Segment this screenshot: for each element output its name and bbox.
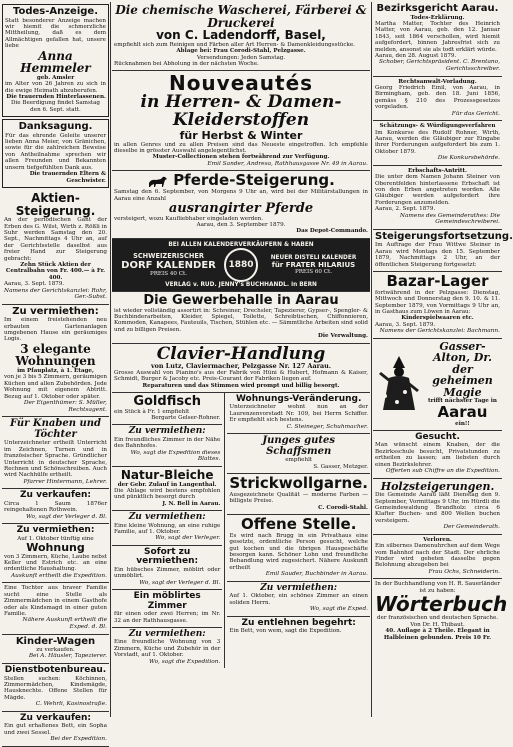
nouveautes-ad <box>112 71 370 171</box>
strick-sign: C. Corodi-Stahl. <box>318 504 368 511</box>
column-rule-1 <box>110 2 111 717</box>
schaetzung <box>373 121 502 166</box>
bazar-lager <box>373 272 502 339</box>
bazar-sign: Namens der Gerichtskanzlei: Bachmann. <box>379 328 500 335</box>
verl-sign: Frau Ochs, Schneiderin. <box>428 568 500 575</box>
wohnungs-veraenderung <box>227 393 370 434</box>
gold-title: Goldfisch <box>133 394 202 410</box>
todes-name: Anna Hemmeler <box>20 48 91 76</box>
verm1-body2: von je 3 bis 5 Zimmern, geräumigen Küchen und allen Zubehörden. Jede Wohnung mit eigenem Abtritt. Bezug auf 1. Oktober oder später. <box>4 374 107 400</box>
stelle-gesucht <box>2 583 109 634</box>
erb-date: Aarau, 2. Sept. 1879. <box>375 206 436 213</box>
entlehnen-ad <box>227 617 370 638</box>
wascherei-title: Die chemische Wascherei, Färberei & Druckerei <box>115 3 367 30</box>
strickwolle-ad <box>227 474 370 515</box>
kal-right2: für FRATER HILARIUS <box>271 260 356 269</box>
wohnv-title: Wohnungs-Veränderung. <box>235 394 362 405</box>
stelle-sign: Nähere Auskunft ertheilt die Exped. d. Bl. <box>22 617 107 630</box>
bleiche-body: Die Ablage wird bestens empfohlen und pünktlich besorgt durch <box>114 487 221 501</box>
woert-pre: In der Buchhandlung von H. R. Sauerländer ist zu haben: <box>375 581 501 594</box>
middle-lower-right <box>225 393 370 668</box>
column-left <box>2 2 109 742</box>
erb-title: Erbschafts-Antritt. <box>407 167 467 174</box>
verm2-head: Wohnung <box>26 541 85 554</box>
aktien-date: Aarau, 3. Sept. 1879. <box>4 281 65 288</box>
erb-sign: Namens des Gemeinderathes: Die Gemeindeschreiberei. <box>399 212 500 226</box>
holzsteigerungen <box>373 479 502 535</box>
aktien-item: Zehn Stück Aktien der Centralbahn von Fr. 400.— à Fr. 400. <box>5 261 106 281</box>
strick-body: Ausgezeichnete Qualität — moderne Farben — billigste Preise. <box>229 491 368 505</box>
magician-icon <box>375 352 423 416</box>
middle-lower-left <box>112 393 225 668</box>
pferde-title: Pferde-Steigerung. <box>173 171 335 190</box>
bazar-body: fortwährend in der Pelzgasse: Dienstag, Mittwoch und Donnerstag den 9. 10. & 11. September 1879, von Vormittags 9 Uhr an, in Gasthaus zum Löwen in Aarau: <box>375 289 500 315</box>
verm3-body: Ein freundliches Zimmer in der Nähe des Bahnhofes. <box>114 436 221 450</box>
kal-leftp: PREIS 40 Ct. <box>149 271 188 278</box>
schaetz-title: Schätzungs- & Würdigungsverfahren <box>379 123 496 130</box>
dienst-sign: C. Wehrli, Kasinostraße. <box>35 701 107 708</box>
aktien-body: An der periodischen Gant der Erben des G. Wilst, Wirth z. Rößli in Suhr werden Samstag den 20. Sept., Nachmittags 4 Uhr an, auf der Gerichtsstelle daselbst aus freier Hand zur Steigerung gebracht: <box>4 217 107 262</box>
dienst-body: Stellen suchen: Köchinnen, Zimmermädchen, Kindsmägde, Hausknechte. Offene Stellen für Mägde. <box>4 675 107 701</box>
todes-title: Todes-Anzeige. <box>12 6 99 17</box>
steig-body: Im Auftrage der Frau Wittwe Steiner in Aarau wird Montags den 15. September 1879, Nachmittags 2 Uhr, an der öffentlichen Steigerung fortgesetzt: <box>375 242 500 268</box>
todes-sign: Die trauernden Hinterlassenen. <box>6 93 106 100</box>
todes-anzeige <box>2 4 109 117</box>
verm1-sub: im Pfauplatz, à 1. Etage, <box>17 368 94 375</box>
horse-icon <box>147 174 169 188</box>
nouv-title: Nouveautés <box>168 71 314 96</box>
ges-sign: Offerten sub Chiffre an die Expedition. <box>385 468 500 475</box>
todes-tail: im Alter von 26 Jahren zu sich in die ewige Heimath abzuberufen. <box>5 81 106 94</box>
pferde-body: Samstag den 6. September, von Morgens 9 Uhr an, wird bei der Militärstallungen in Aarau eine Anzahl <box>114 189 368 202</box>
bez-title: Bezirksgericht Aarau. <box>376 3 499 14</box>
gasser-title: Gasser-Alton, Dr. der geheimen Magie <box>432 339 493 399</box>
pferde-sign: Das Depot-Commando. <box>296 228 368 235</box>
nouv-body: in allen Genres und zu allen Preisen sind das Neueste eingetroffen. Ich empfehle dieselbe in grösster Auswahl angelegentlichst. <box>114 141 368 155</box>
column-right <box>373 2 513 717</box>
sofort-vermiethen <box>112 546 222 590</box>
zu-vermiethen-5 <box>112 628 222 668</box>
todes-body: Statt besonderer Anzeige machen wir hiemit die schmerzliche Mittheilung, daß es dem Allmächtigen gefallen hat, unsere liebe <box>5 17 106 50</box>
zu-vermiethen-4 <box>112 511 222 546</box>
bleiche-ad <box>112 467 222 511</box>
verloren-ad <box>373 535 502 580</box>
zu-vermiethen-3 <box>112 425 222 466</box>
moeb-body: für einen oder zwei Herren; im Nr. 32 an der Rathhausgasse. <box>114 611 221 624</box>
bleiche-title: Natur-Bleiche <box>120 467 214 482</box>
gewerbe-body: ist wieder vollständig assortirt in: Schreiner, Drechsler, Tapezierer, Gypser-, Spengler- & Buchbinderarbeiten, Kleider, Spiegel, Toilette, Schreibtischen, Chiffonnieren, Kommoden, Kanapees, Fauteuils, Tischen, Stühlen etc. — Sämmtliche Arbeiten sind solid und zu billigen Preisen. <box>114 307 368 333</box>
verl-body: Ein silbernes Damenuhrchen auf dem Wege vom Bahnhof nach der Stadt. Der ehrliche Finder wird gebeten dasselbe gegen Belohnung abzugeben bei <box>375 543 500 569</box>
verk2-title: Zu verkaufen: <box>20 712 91 723</box>
bez-h2: Todes-Erklärung. <box>410 14 465 21</box>
dienstboten <box>2 664 109 712</box>
verkauf-title: Zu verkaufen: <box>20 490 91 501</box>
nouv-sub2: für Herbst & Winter <box>179 129 303 143</box>
bleiche-of: der Gebr. Zulauf in Langenthal. <box>117 481 217 488</box>
verm3-sign: Wo, sagt die Expedition dieses Blattes. <box>130 449 221 463</box>
ges-body: Man wünscht einem Knaben, der die Bezirksschule besucht, Privatstunden zu ertheilen zu lassen; am liebsten durch einen Bezirkslehrer. <box>375 442 500 468</box>
column-rule-2 <box>371 2 372 717</box>
gasser-tail: ein!! <box>455 420 470 427</box>
bez-date: Aarau, den 28. August 1879. <box>375 52 457 59</box>
gewerbe-title: Die Gewerbehalle in Aarau <box>143 292 339 308</box>
kinder-wagen <box>2 635 109 665</box>
junge-title: Junges gutes Schaffsmen <box>262 435 335 457</box>
wascherei-ablage: Ablage bei: Frau Corodi-Stahl, Pelzgasse. <box>176 48 306 55</box>
verm1-head: 3 elegante Wohnungen <box>15 341 96 369</box>
moebl-zimmer <box>112 590 222 628</box>
knaben-body: Unterzeichneter ertheilt Unterricht im Zeichnen, Turnen und in französischer Sprache. Gründlicher Unterricht in deutscher Sprache, Rechnen und Schönschreiben. Auch wird Nachhülfe ertheilt. <box>4 440 107 479</box>
woert-body: der französischen und deutschen Sprache. Von Dr. H. Thibaut. <box>376 615 499 628</box>
pferde-ad <box>112 171 370 238</box>
verm2-sub: Auf 1. Oktober tünftig eine <box>17 535 94 542</box>
vorladung <box>373 77 502 122</box>
verm1-title: Zu vermiethen: <box>12 305 99 317</box>
wascherei-ad <box>112 2 370 71</box>
aktien-steigerung <box>2 190 109 305</box>
bezirksgericht <box>373 2 502 77</box>
gesucht-ad <box>373 431 502 479</box>
bez-sign: Schober, Gerichtspräsident. C. Brentano, Gerichtsschreiber. <box>379 59 500 72</box>
ges-title: Gesucht. <box>415 432 460 443</box>
junge-body: empfiehlt <box>285 457 313 464</box>
erbschaft <box>373 166 502 230</box>
lehr-body: Auf 1. Oktober, ein schönes Zimmer an einen soliden Herrn. <box>229 593 368 606</box>
kal-left1: SCHWEIZERISCHER <box>133 252 204 261</box>
wohnv-sign: C. Steineger, Schuhmacher. <box>286 423 368 430</box>
knaben-sign: Pfarrer Hintermann, Lehrer. <box>23 478 107 485</box>
stelle-body: Eine Tochter aus braver Familie sucht eine Stelle als Zimmermädchen in einem Gasthofe oder als Kindsmagd in einer guten Familie. <box>4 585 107 617</box>
wohnv-body: Unterzeichneter wohnt nun an der Laurenzenvorstadt Nr. 109, bei Herrn Schiffer. Er empfiehlt sich bestens. <box>229 404 368 424</box>
verk2-body: Ein gut erhaltenes Bett, ein Sopha und zwei Sessel. <box>4 723 107 736</box>
todes-date: Die Beerdigung findet Samstag den 6. Sept. statt. <box>10 100 101 113</box>
verm1-body: Im einem freistehenden neu erbauten Gartenanlagen umgebenen Hause ein geräumiges Logis. <box>4 317 107 343</box>
nouv-line: Muster-Collectionen stehen fortwährend zur Verfügung. <box>152 154 330 161</box>
verl-title: Verloren. <box>423 536 452 543</box>
dienst-title: Dienstbotenbureau. <box>4 665 107 676</box>
kal-year: 1880 <box>228 259 254 270</box>
verm5-body: Eine freundliche Wohnung von 3 Zimmern, Küche und Zubehör in der Vorstadt, auf 1. Oktober. <box>114 639 221 659</box>
verm2-body: von 3 Zimmern, Küche, Laube nebst Keller und Estrich etc. an eine ordentliche Haushaltung. <box>4 553 107 573</box>
middle-lower-split <box>112 393 370 668</box>
verm3-title: Zu vermiethen: <box>128 426 206 437</box>
dank-sign: Die trauernden Eltern & Geschwister. <box>29 171 106 184</box>
column-middle <box>112 2 370 717</box>
verm4-title: Zu vermiethen: <box>128 512 206 523</box>
gewerbe-sign: Die Verwaltung. <box>318 333 368 340</box>
gold-body: ein Stück à Fr. 1 empfiehlt <box>114 408 190 415</box>
wascherei-of: von C. Ladendorff, Basel, <box>156 28 326 43</box>
zu-vermiethen-6 <box>227 582 370 617</box>
offene-title: Offene Stelle. <box>240 515 357 534</box>
verm5-sign: Wo, sagt die Expedition. <box>149 658 221 665</box>
gasser-place: Aarau <box>437 402 488 421</box>
junge-sign: S. Gasser, Metzger. <box>313 463 368 470</box>
woert-tail: 40. Auflage à 2 Theile. Elegant in Halbleinen gebunden. Preis 10 Fr. <box>383 628 492 641</box>
clavier-of: von Lutz, Claviermacher, Pelzgasse Nr. 127 Aarau. <box>150 362 332 371</box>
kal-seal <box>224 248 258 282</box>
bazar-item: Kinderspielwaaren etc. <box>401 315 474 322</box>
kal-left2: DORF KALENDER <box>121 260 216 272</box>
zu-vermiethen-1 <box>2 305 109 418</box>
schaetz-sign: Die Konkursbehörde. <box>437 155 500 162</box>
verm2-sign: Auskunft ertheilt die Expedition. <box>10 572 107 579</box>
kinder-body: zu verkaufen. <box>36 647 75 654</box>
gasser-ad <box>373 339 502 431</box>
verm4-sign: Wo, sagt der Verleger. <box>155 535 221 542</box>
holz-title: Holzsteigerungen. <box>380 479 495 493</box>
aktien-title: Aktien-Steigerung. <box>15 190 96 218</box>
gewerbehalle-ad <box>112 292 370 344</box>
junge-ad <box>227 434 370 474</box>
vorl-sign: Für das Gericht. <box>451 110 500 117</box>
nouv-sub: in Herren- & Damen-Kleiderstoffen <box>140 92 342 131</box>
bleiche-sign: J. N. Bell in Aarau. <box>162 500 221 507</box>
verk2-sign: Bei der Expedition. <box>50 735 107 742</box>
dank-body: Für das ehrende Geleite unserer lieben Anna Meier, von Gränichen, sowie für die zahlreichen Beweise von Antheilnahme sprechen wir allen Freunden und Bekannten unsern tiefgefühlten Dank aus. <box>5 132 106 171</box>
offene-body: Es wird nach Brugg in ein Privathaus eine gesetzte, ordentliche Person gesucht, welche gut kochen und die übrigen Hausgeschäfte besorgen kann. Schöner Lohn und freundliche Behandlung wird zugesichert. Nähere Auskunft ertheilt <box>229 532 368 571</box>
verm2-title: Zu vermiethen: <box>16 525 95 536</box>
pferde-body2: versteigert, wozu Kaufliebhaber eingeladen werden. <box>114 215 264 222</box>
kal-rightp: PREIS 60 Ct. <box>294 268 333 275</box>
verm5-title: Zu vermiethen: <box>128 628 206 639</box>
erb-body: Die unter dem Namen Johann Steiner von Oberentfelden hinterlassene Erbschaft ist von den Erben angetreten worden. Alle Gläubiger werden aufgefordert ihre Forderungen anzumelden. <box>375 174 500 206</box>
aktien-sign: Namens der Gerichtskanzlei: Rohr, Ger.-Subst. <box>4 287 107 301</box>
offene-sign: Emil Sauder, Buchbinder in Aarau. <box>265 571 368 578</box>
sofort-sign: Wo, sagt der Verleger d. Bl. <box>139 579 221 586</box>
offene-stelle-ad <box>227 515 370 582</box>
steig-title: Steigerungsfortsetzung. <box>375 230 513 242</box>
gold-sign: Bergarte Gelser-Rohner. <box>151 415 221 422</box>
wascherei-body: empfiehlt sich zum Reinigen und Färben aller Art Herren- & Damenkleidungsstücke. <box>114 41 355 48</box>
lehr-sign: Wo, sagt die Exped. <box>309 606 368 613</box>
moeb-title: Ein möblirtes Zimmer <box>133 591 201 611</box>
holz-sign: Der Gemeinderath. <box>443 524 500 531</box>
verm4-body: Eine kleine Wohnung, an eine ruhige Familie, auf 1. Oktober. <box>114 522 221 535</box>
schaetz-body: Im Konkurse des Rudolf Rohner, Wirth, Aarau, werden die Gläubiger zur Eingabe ihrer Forderungen aufgefordert bis zum 1. Oktober 1879. <box>375 129 500 155</box>
steigerungsfortsetzung <box>373 230 513 272</box>
danksagung <box>2 119 109 188</box>
entl-title: Zu entlehnen begehrt: <box>241 617 356 628</box>
kal-bottom: VERLAG v. RUD. JENNY's BUCHHANDL. in BERN <box>165 281 317 288</box>
lehr-title: Zu vermiethen: <box>260 582 338 593</box>
kalender-ad <box>112 239 370 292</box>
sofort-title: Sofort zu vermiethen: <box>136 546 199 567</box>
clavier-ad <box>112 344 370 393</box>
zu-verkaufen-1 <box>2 489 109 524</box>
kal-right1: NEUER DISTELI KALENDER <box>270 254 357 261</box>
knaben-title: Für Knaben und Töchter <box>9 418 102 440</box>
kinder-sign: Bei A. Häusler, Tapezierer. <box>28 653 107 660</box>
strick-title: Strickwollgarne. <box>229 474 368 493</box>
bazar-date: Aarau, 3. Sept. 1879. <box>375 321 436 328</box>
clavier-title: Clavier-Handlung <box>156 343 326 364</box>
wascherei-tail: Rücknahmen bei Abholung in der nächsten Woche. <box>114 61 259 67</box>
goldfisch-ad <box>112 393 222 425</box>
entl-body: Ein Bett, von wem, sagt die Expedition. <box>229 628 342 635</box>
verkauf-sign: Wo, sagt der Verleger d. Bl. <box>25 513 107 520</box>
sofort-body: Ein hübsches Zimmer, möblirt oder unmöblirt. <box>114 566 221 580</box>
woerterbuch-ad <box>373 579 508 643</box>
pferde-big: ausrangirter Pferde <box>168 201 314 217</box>
zu-verkaufen-2 <box>2 712 109 747</box>
holz-body: Die Gemeinde Aarau läßt Dienstag den 9. September, Vormittags 9 Uhr, im Hürdli die Gemeindewaldung Brandholz: circa 6 Klafter Buchen- und 800 Wellen buchen versteigern. <box>375 492 500 524</box>
vorl-body: Georg Friedrich Emil, von Aarau, in Birmingham, geb. den 18. Juni 1856, gemäss § 210 des Prozessgesetzes vorgeladen. <box>375 84 500 111</box>
kal-top: BEI ALLEN KALENDERVERKÄUFERN & HABEN <box>168 241 314 248</box>
verm1-sign: Der Eigenthümer: S. Müller, Rechtsagent. <box>23 400 107 413</box>
dank-title: Danksagung. <box>18 121 93 133</box>
bazar-title: Bazar-Lager <box>386 271 489 290</box>
clavier-body: Grosse Auswahl von Pianino's aus der Fabrik von Hüni & Hubert, Hofmann & Kaiser, Schmidt, Burger & Jacoby etc. Preis-Courant der Fabriken liegen auf. <box>114 369 368 383</box>
todes-geb: geb. Amsler <box>36 74 75 81</box>
vorl-title: Rechtsanwalt-Vorladung. <box>398 78 477 85</box>
pferde-date: Aarau, den 3. September 1879. <box>196 222 286 229</box>
gasser-sub: trifft nächster Tage in <box>428 398 497 405</box>
bez-body: Martha Matter, Tochter des Heinrich Matter, von Aarau, geb. den 12. Januar 1843, seit 1864 verschollen, wird hiemit aufgefordert, binnen Jahresfrist sich zu melden, ansonst sie als todt erklärt würde. <box>375 20 500 53</box>
woert-title: Wörterbuch <box>375 592 508 617</box>
knaben-toechter <box>2 417 109 489</box>
zu-vermiethen-2 <box>2 524 109 583</box>
clavier-tail: Reparaturen und das Stimmen wird prompt und billig besorgt. <box>142 382 340 389</box>
nouv-sign: Emil Sander, Andresa, Rathhausgasse Nr. 49 in Aarau. <box>207 160 368 167</box>
kinder-title: Kinder-Wagen <box>15 635 96 647</box>
wascherei-note: Versendungen: Jeden Samstag. <box>196 54 286 61</box>
verkauf-body: Circa 1 Saum 1876er reingehaltenen Rothwein. <box>4 500 107 514</box>
